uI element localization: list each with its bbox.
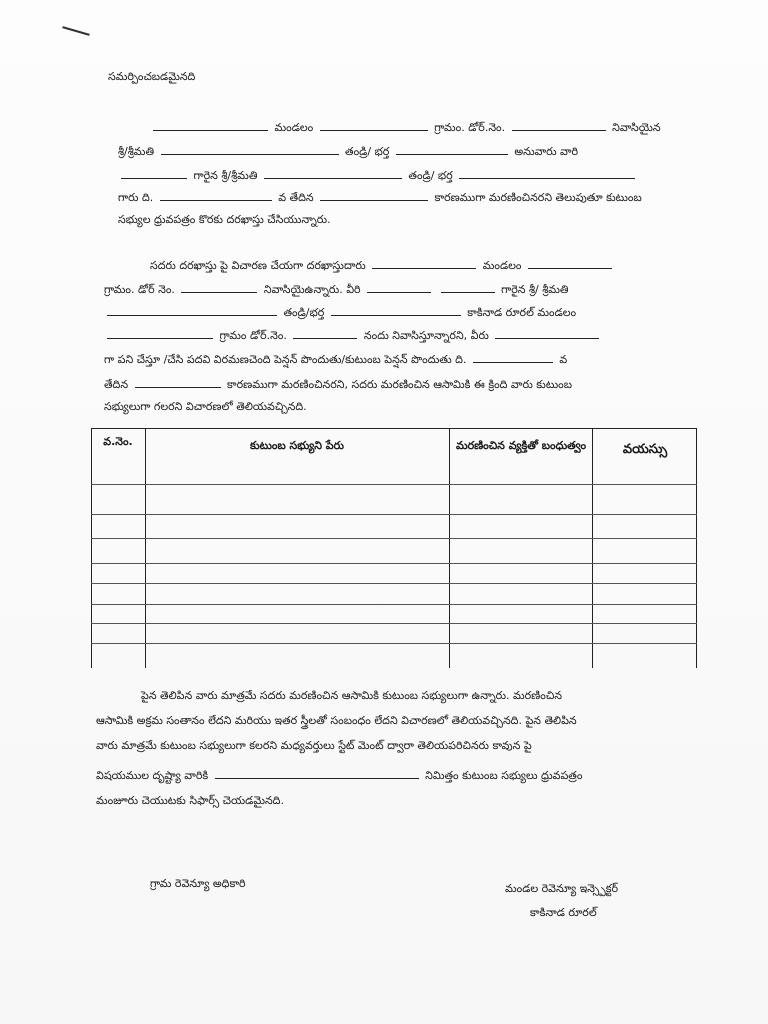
para2-line4 [104,327,602,343]
para2-line1 [150,257,615,273]
para1-line5: సభ్యుల ధ్రువపత్రం కొరకు దరఖాస్తు చేసియున్నారు. [118,213,331,226]
para2-line5 [104,351,567,367]
blank-field[interactable] [528,257,612,269]
blank-field[interactable] [473,351,553,363]
blank-field[interactable] [160,189,272,201]
blank-field[interactable] [367,281,431,293]
para3-line4 [96,767,582,783]
label-enquiry: సదరు దరఖాస్తు పై విచారణ చేయగా దరఖాస్తుదారు [150,259,366,272]
para3-line5: మంజూరు చెయుటకు సిఫార్స్ చెయడమైనది. [96,794,284,807]
label-purpose: నిమిత్తం కుటుంబ సభ్యులు ధ్రువపత్రం [425,769,583,782]
blank-field[interactable] [135,376,221,388]
label-village-door: గ్రామం డోర్.నెం. [219,329,287,342]
para1-line2 [118,143,578,159]
table-header-age: వయస్సు [622,442,668,457]
label-kakinada-rural: కాకినాడ రూరల్ మండలం [467,306,577,319]
blank-field[interactable] [372,257,476,269]
signature-vro: గ్రామ రెవెన్యూ అధికారి [150,877,246,890]
label-death-family: కారణముగా మరణించినరని, సదరు మరణించిన ఆసామికి ఈ క్రింది వారు కుటుంబ [227,378,572,391]
label-village-door: గ్రామం. డోర్.నెం. [434,121,506,134]
para1-line4 [118,189,642,205]
label-sri-srimathi: శ్రీ/శ్రీమతి [118,145,155,158]
para2-line6 [104,376,572,392]
label-va: వ [559,353,568,366]
blank-field[interactable] [264,167,402,179]
label-father-husband: తండ్రి/భర్త [283,306,325,319]
label-view: విషయముల దృష్ట్యా వారికి [96,769,209,782]
label-anuvaru: అనువారు వారి [514,145,579,158]
pen-mark [62,26,89,36]
table-col-divider [145,428,146,668]
blank-field[interactable] [459,167,635,179]
blank-field[interactable] [161,143,339,155]
table-col-divider [592,428,593,668]
family-members-table [91,428,697,668]
label-va-tedina: వ తేదిన [278,191,314,204]
blank-field[interactable] [181,281,257,293]
blank-field[interactable] [396,143,508,155]
label-resident: నివాసియైఉన్నారు. వీరి [263,283,361,296]
table-border-left [91,428,92,668]
label-pension: గా పని చేస్తూ /చేసి పదవి విరమణచెంది పెన్షన్ పొందుతు/కుటుంబ పెన్షన్ పొందుతు ది. [104,353,467,366]
label-mandal: మండలం [274,121,314,134]
para1-line1 [150,119,661,135]
signature-mri: మండల రెవెన్యూ ఇన్స్పెక్టర్ [505,882,619,895]
label-resident: నివాసియైన [612,121,661,134]
para2-line2 [104,281,569,297]
label-mandal: మండలం [482,259,522,272]
para3-line1: పైన తెలిపిన వారు మాత్రమే సదరు మరణించిన ఆసామికి కుటుంబ సభ్యులుగా ఉన్నారు. మరణించిన [141,689,562,702]
para2-line3 [104,304,576,320]
document-heading: సమర్పించబడమైనది [108,70,196,83]
label-tedina: తేదిన [104,378,129,391]
blank-field[interactable] [441,281,495,293]
table-row-line [91,563,697,564]
blank-field[interactable] [320,119,428,131]
table-row-line [91,514,697,515]
blank-field[interactable] [107,327,213,339]
para1-line3 [118,167,638,183]
table-header-name: కుటుంబ సభ్యుని పేరు [250,439,344,452]
label-father-husband: తండ్రి/ భర్త [408,169,453,182]
para3-line3: వారు మాత్రమే కుటుంబ సభ్యులుగా కలరని మధ్యవర్తులు స్టేట్ మెంట్ ద్వారా తెలియపరిచినరు కావున పై [96,739,532,752]
blank-field[interactable] [215,767,419,779]
table-row-line [91,583,697,584]
table-border-right [696,428,697,668]
table-row-line [91,623,697,624]
blank-field[interactable] [495,327,599,339]
table-row-line [91,484,697,485]
para3-line2: ఆసామికి అక్రమ సంతానం లేదని మరియు ఇతర స్త్రీలతో సంబంధం లేదని విచారణలో తెలియవచ్చినది. పైన తెలిపిన [96,714,577,727]
label-garu-di: గారు ది. [118,191,154,204]
label-village-door: గ్రామం. డోర్ నెం. [104,283,175,296]
label-father-husband: తండ్రి/ భర్త [345,145,390,158]
label-residing: నందు నివాసిస్తూన్నారని, వీరు [363,329,489,342]
blank-field[interactable] [293,327,357,339]
blank-field[interactable] [107,304,277,316]
table-row-line [91,604,697,605]
blank-field[interactable] [153,119,268,131]
signature-location: కాకినాడ రూరల్ [530,906,597,919]
blank-field[interactable] [121,167,187,179]
blank-field[interactable] [320,189,428,201]
table-row-line [91,643,697,644]
label-garaina-sri: గారైన శ్రీ/శ్రీమతి [193,169,258,182]
blank-field[interactable] [512,119,606,131]
table-header-relation: మరణించిన వ్యక్తితో బంధుత్వం [455,439,587,452]
label-death-reason: కారణముగా మరణించినరని తెలుపుతూ కుటుంబ [434,191,642,204]
table-header-sno: వ.నెం. [103,435,133,448]
para2-line7: సభ్యులుగా గలరని విచారణలో తెలియవచ్చినది. [104,400,307,413]
label-garaina-sri: గారైన శ్రీ/ శ్రీమతి [501,283,569,296]
table-top-border [91,428,697,429]
table-col-divider [449,428,450,668]
blank-field[interactable] [331,304,461,316]
table-row-line [91,538,697,539]
